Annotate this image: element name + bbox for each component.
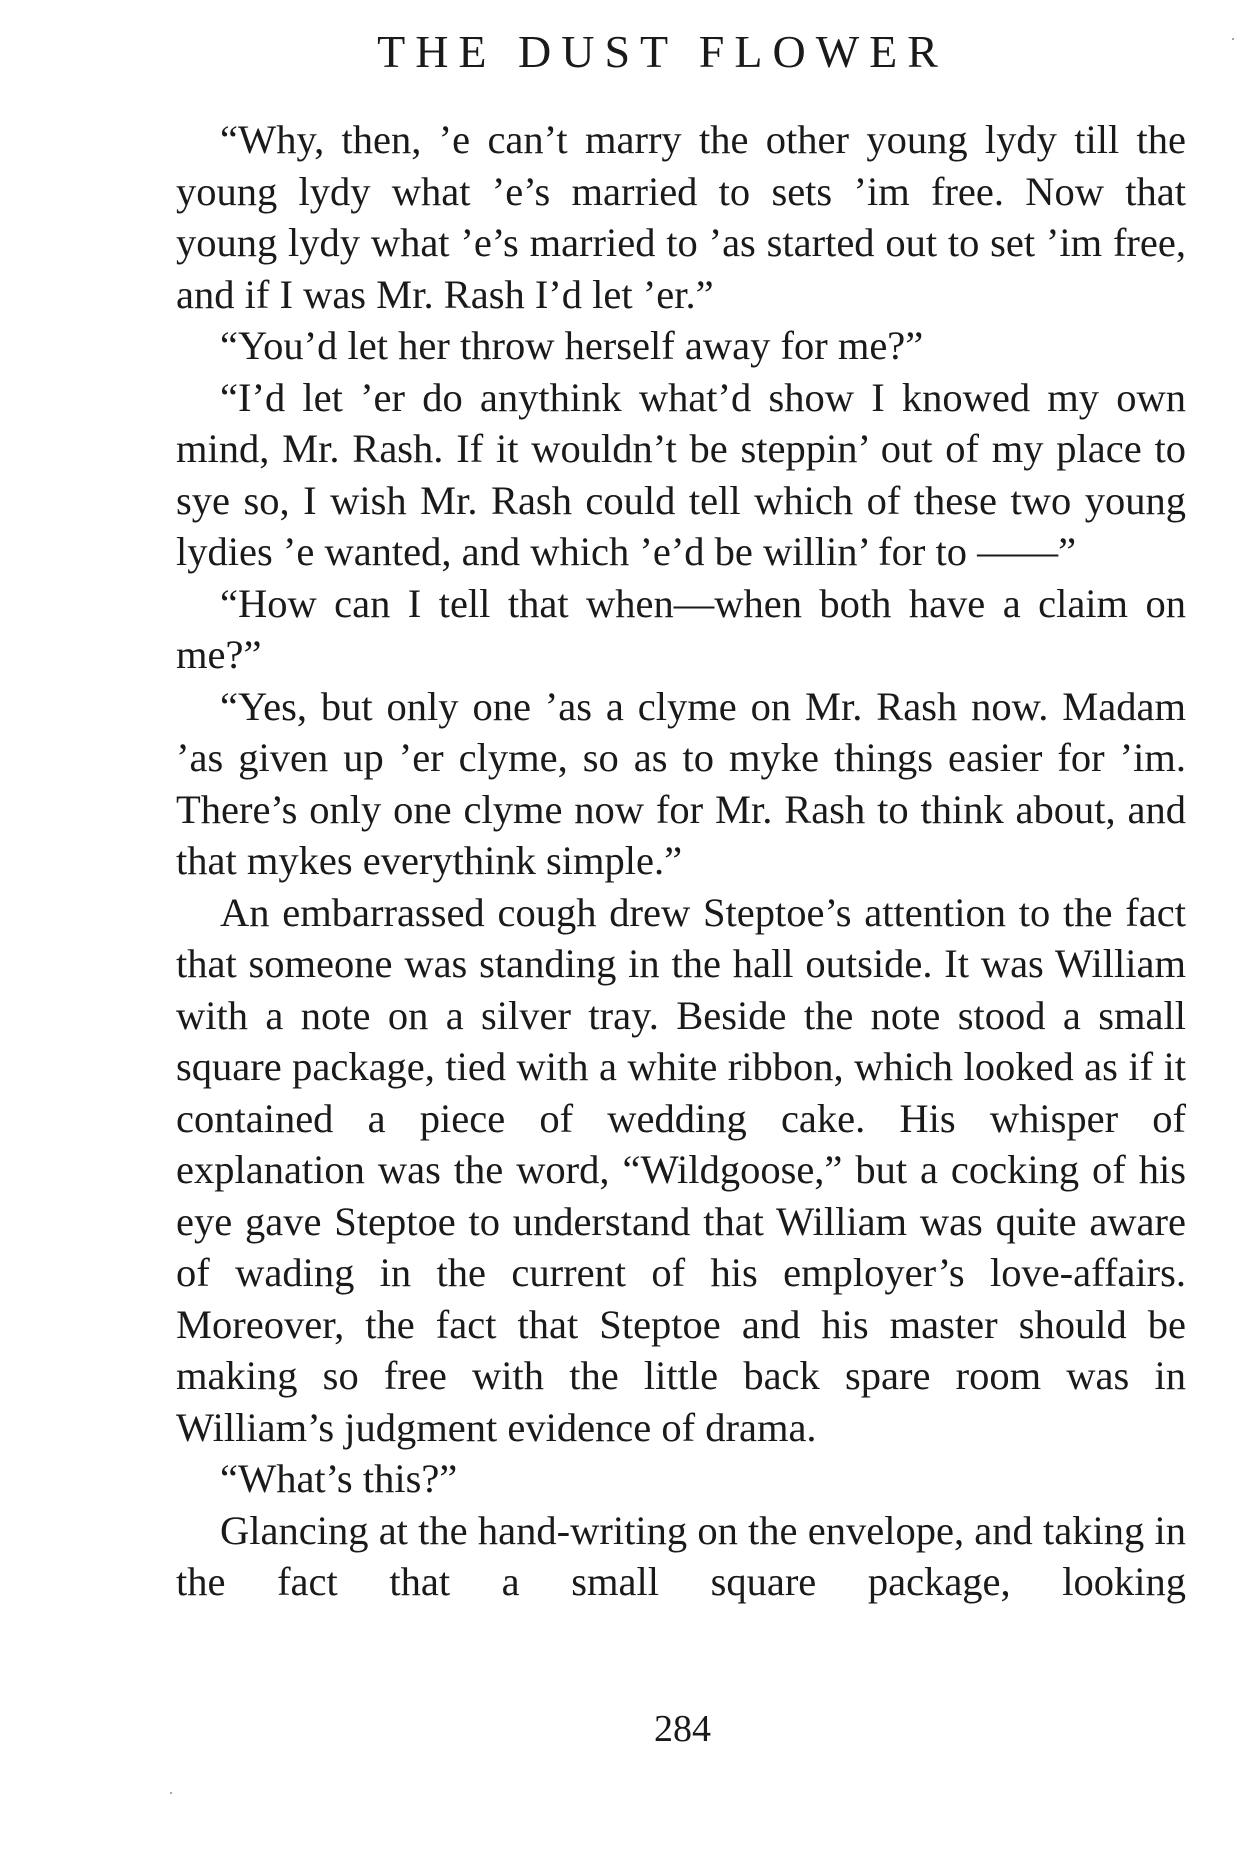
paragraph: Glancing at the hand-writing on the envelope, and taking in the fact that a small square package, looking: [176, 1507, 1186, 1604]
paper-speck: [1232, 38, 1234, 40]
paragraph: “I’d let ’er do anythink what’d show I knowed my own mind, Mr. Rash. If it wouldn’t be steppin’ out of my place to sye so, I wish Mr. Rash could tell which of these two young lydies ’e wanted, and which ’e’d be willin’ for to ——”: [176, 374, 1186, 574]
paragraph: “What’s this?”: [220, 1456, 458, 1501]
paragraph: “How can I tell that when—when both have a claim on me?”: [176, 580, 1186, 677]
body-text: [176, 114, 1186, 1608]
paragraph: An embarrassed cough drew Steptoe’s attention to the fact that someone was standing in the hall outside. It was William with a note on a silver tray. Beside the note stood a small square package, tied with a white ribbon, which looked as if it contained a piece of wedding cake. His whisper of explanation was the word, “Wildgoose,” but a cocking of his eye gave Steptoe to understand that William was quite aware of wading in the current of his employer’s love-affairs. Moreover, the fact that Steptoe and his master should be making so free with the little back spare room was in William’s judgment evidence of drama.: [176, 889, 1186, 1450]
running-head: THE DUST FLOWER: [377, 26, 948, 77]
paragraph: “Yes, but only one ’as a clyme on Mr. Rash now. Madam ’as given up ’er clyme, so as to myke things easier for ’im. There’s only one clyme now for Mr. Rash to think about, and that mykes everythink simple.”: [176, 683, 1186, 883]
paragraph: “You’d let her throw herself away for me?”: [220, 323, 924, 368]
paper-speck: [170, 1792, 172, 1794]
paragraph: “Why, then, ’e can’t marry the other young lydy till the young lydy what ’e’s married to sets ’im free. Now that young lydy what ’e’s married to ’as started out to set ’im free, and if I was Mr. Rash I’d let ’er.”: [176, 117, 1186, 317]
page-number: 284: [654, 1708, 711, 1750]
